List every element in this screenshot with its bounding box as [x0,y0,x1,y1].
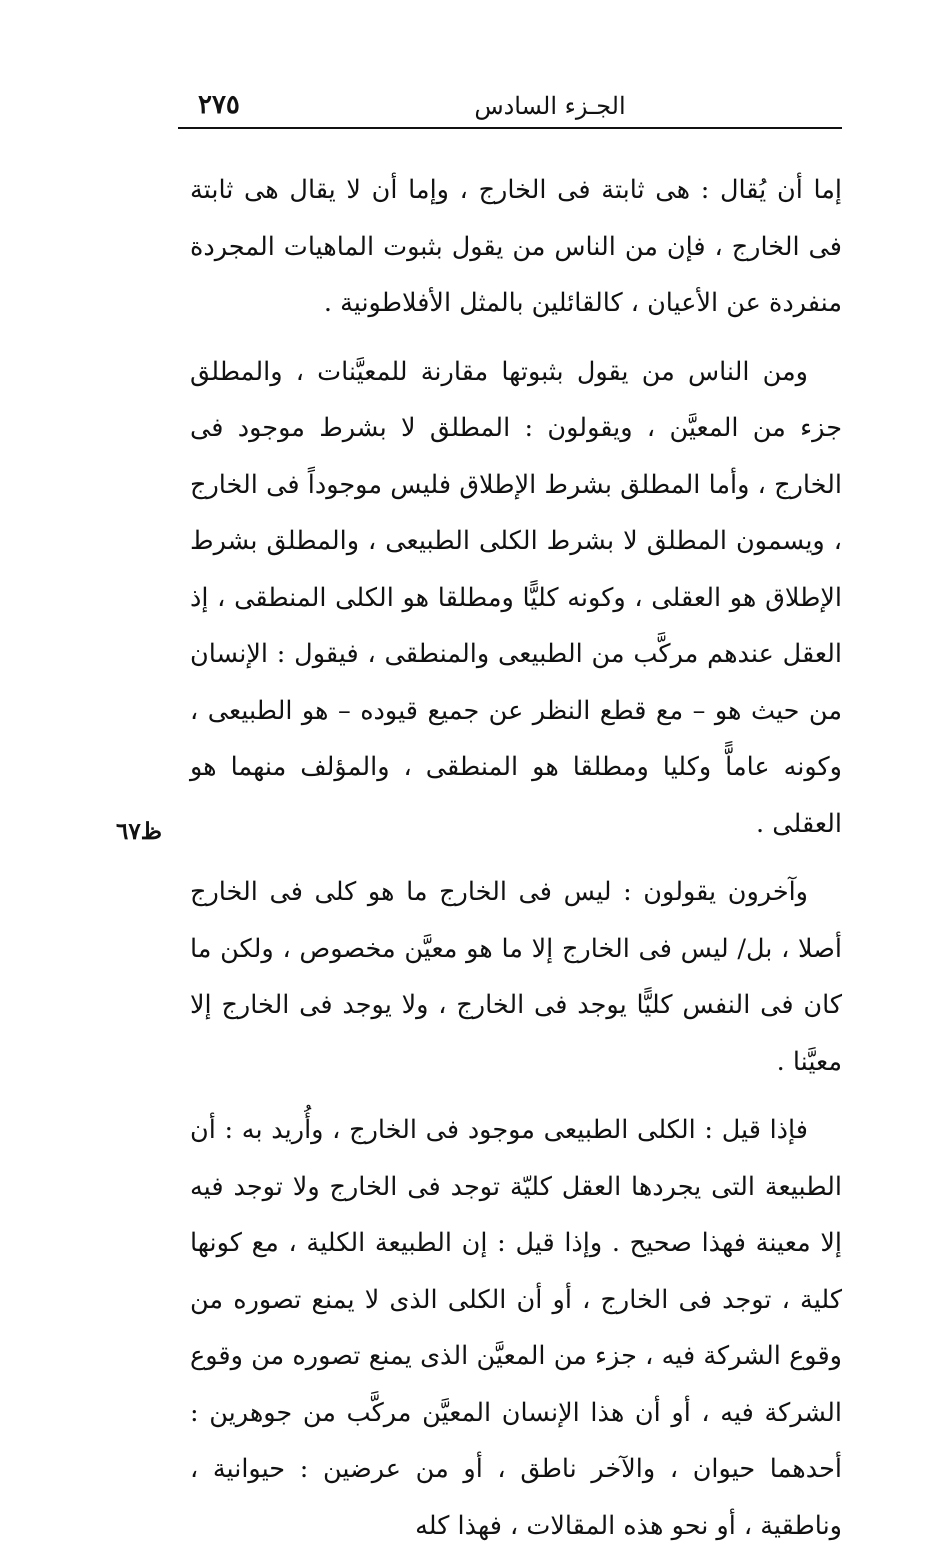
paragraph-4: فإذا قيل : الكلى الطبيعى موجود فى الخارج ، وأُريد به : أن الطبيعة التى يجردها العقل كليّة توجد فى الخارج ولا توجد فيه إلا معينة فهذا صحيح . وإذا قيل : إن الطبيعة الكلية ، مع كونها كلية ، توجد فى الخارج ، أو أن الكلى الذى لا يمنع تصوره من وقوع الشركة فيه ، جزء من المعيَّن الذى يمنع تصوره من وقوع الشركة فيه ، أو أن هذا الإنسان المعيَّن مركَّب من جوهرين : أحدهما حيوان ، والآخر ناطق ، أو من عرضين : حيوانية ، وناطقية ، أو نحو هذه المقالات ، فهذا كله [190,1115,842,1541]
running-title: الجـزء السادس [474,92,626,120]
paragraph-2: ومن الناس من يقول بثبوتها مقارنة للمعيَّنات ، والمطلق جزء من المعيَّن ، ويقولون : المطلق لا بشرط موجود فى الخارج ، وأما المطلق بشرط الإطلاق فليس موجوداً فى الخارج ، ويسمون المطلق لا بشرط الكلى الطبيعى ، والمطلق بشرط الإطلاق هو العقلى ، وكونه كليًّا ومطلقا هو الكلى المنطقى ، إذ العقل عندهم مركَّب من الطبيعى والمنطقى ، فيقول : الإنسان من حيث هو – مع قطع النظر عن جميع قيوده – هو الطبيعى ، وكونه عاماًّ وكليا ومطلقا هو المنطقى ، والمؤلف منهما هو العقلى . [190,356,842,839]
margin-reference: ظ٦٧ [116,818,162,845]
paragraph-3: وآخرون يقولون : ليس فى الخارج ما هو كلى فى الخارج أصلا ، بل/ ليس فى الخارج إلا ما هو معيَّن مخصوص ، ولكن ما كان فى النفس كليًّا يوجد فى الخارج ، ولا يوجد فى الخارج إلا معيَّنا . [190,877,842,1077]
body-text [190,162,842,1566]
paragraph-1: إما أن يُقال : هى ثابتة فى الخارج ، وإما أن لا يقال هى ثابتة فى الخارج ، فإن من الناس من يقول بثبوت الماهيات المجردة منفردة عن الأعيان ، كالقائلين بالمثل الأفلاطونية . [190,175,842,318]
header-rule [178,127,842,129]
running-header [180,88,840,128]
page-number: ٢٧٥ [198,90,240,120]
